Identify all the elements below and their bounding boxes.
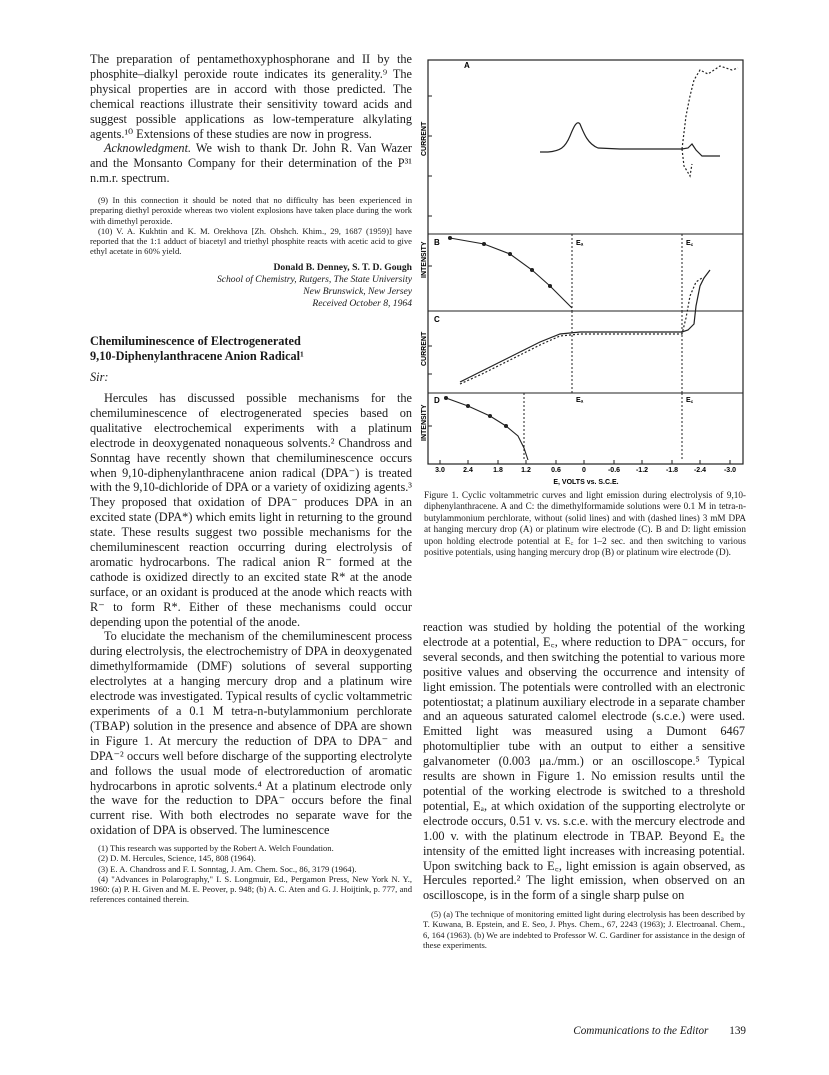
panel-label-a: A — [464, 61, 470, 70]
ec-marker-1: E꜀ — [686, 240, 694, 247]
body-paragraph-1: Hercules has discussed possible mechanisms for the chemiluminescence of electrogenerated species based on qualitative electrochemical experiments with a platinum electrode in deoxygenated nonaqueous solvents.² Chandross and Sonntag have recently shown that chemiluminescence occurs when 9,10-diphenylanthracene anion radical (DPA⁻) is treated with the 9,10-dichloride of DPA or a variety of oxidizing agents.³ They proposed that oxidation of DPA⁻ produces DPA in an excited state (DPA*) which emits light in returning to the ground state. These results suggest two possible mechanisms for the chemiluminescent reaction occurring during electrolysis of aromatic hydrocarbons. The radical anion R⁻ formed at the cathode is oxidized directly to an excited state R* at the anode surface, or an oxidant is produced at the anode which reacts with R⁻ to form R*. Either of these mechanisms could occur depending upon the potential of the anode. — [90, 390, 412, 629]
x-tick-label: 0 — [582, 467, 586, 474]
page-number: 139 — [729, 1025, 746, 1037]
x-tick-label: -1.2 — [635, 467, 649, 474]
x-axis-label: E, VOLTS vs. S.C.E. — [553, 479, 619, 486]
salutation: Sir: — [90, 369, 109, 384]
panel-b-curves — [449, 237, 573, 309]
left-column — [90, 52, 412, 904]
footnote-4: (4) "Advances in Polarography," I. S. Longmuir, Ed., Pergamon Press, New York N. Y., 1960: (a) P. H. Given and M. E. Peover, p. 948; (b) A. C. Aten and G. J. Hoijtink, p. 777, and references contained therein. — [90, 873, 412, 905]
page-footer — [520, 1025, 746, 1037]
ea-marker-2: Eₐ — [576, 397, 584, 404]
panel-c-dashed-curve — [460, 278, 702, 384]
footnote-3: (3) E. A. Chandross and F. I. Sonntag, J. Am. Chem. Soc., 86, 3179 (1964). — [98, 863, 357, 874]
x-tick-label: -3.0 — [723, 467, 737, 474]
panel-label-c: C — [434, 315, 440, 324]
panel-label-b: B — [434, 238, 440, 247]
figure-caption: Figure 1. Cyclic voltammetric curves and light emission during electrolysis of 9,10-diphenylanthracene. A and C: the dimethylformamide solutions were 0.1 M in tetra-n-butylammonium perchlorate, without (solid lines) and with (dashed lines) 3 mM DPA at hanging mercury drop (A) or platinum wire electrode (C). B and D: light emission upon holding electrode potential at E꜀ for 1–2 sec. and then switching to various positive potentials, using hanging mercury drop (B) or platinum wire electrode (D). — [424, 490, 746, 558]
footnote-5: (5) (a) The technique of monitoring emitted light during electrolysis has been described by T. Kuwana, B. Epstein, and E. Seo, J. Phys. Chem., 67, 2243 (1963); J. Electroanal. Chem., 6, 164 (1963). (b) We are indebted to Professor W. C. Gardiner for assistance in the design of these experiments. — [423, 909, 745, 950]
y-label-current-a: CURRENT — [421, 121, 428, 156]
y-label-intensity-d: INTENSITY — [421, 404, 428, 441]
journal-name: Communications to the Editor — [573, 1025, 709, 1037]
body-paragraph-2: To elucidate the mechanism of the chemiluminescent process during electrolysis, the electrochemistry of DPA in deoxygenated dimethylformamide (DMF) solutions of several supporting electrolytes at a hanging mercury drop and a platinum wire electrode was investigated. Typical results of cyclic voltammetric experiments of a 0.1 M tetra-n-butylammonium perchlorate (TBAP) solution in the presence and absence of DPA are shown in Figure 1. At mercury the reduction of DPA to DPA⁻ and DPA⁻² occurs well before discharge of the supporting electrolyte and follows the usual mode of electroreduction of aromatic hydrocarbons in aprotic solvents.⁴ At a platinum electrode only the wave for the reduction to DPA⁻ occurs before the final current rise. With both electrodes no separate wave for the oxidation of DPA is observed. The luminescence — [90, 629, 412, 838]
x-tick-label: -0.6 — [607, 467, 621, 474]
y-label-current-c: CURRENT — [421, 331, 428, 366]
article-title — [90, 334, 412, 364]
article-title-line-2: 9,10-Diphenylanthracene Anion Radical¹ — [90, 349, 304, 364]
x-tick-label: 1.2 — [521, 467, 531, 474]
x-tick-label: -2.4 — [693, 467, 707, 474]
panel-c-solid-curve — [460, 270, 710, 382]
right-column — [423, 620, 745, 950]
x-tick-label: 2.4 — [463, 467, 473, 474]
panel-c-curves — [460, 270, 710, 384]
acknowledgment — [90, 141, 412, 186]
right-body-paragraph: reaction was studied by holding the potential of the working electrode at a potential, E꜀, where reduction to DPA⁻ occurs, for several seconds, and then switching the potential to various more positive values and observing the occurrence and intensity of light emission. The potentials were controlled with an electronic potentiostat; a platinum auxiliary electrode in a separate chamber and an aqueous saturated calomel electrode (s.c.e.) were used. Emitted light was measured using a Dumont 6467 photomultiplier tube with an output to either a sensitive galvanometer (0.003 μa./mm.) or an oscilloscope.⁵ Typical results are shown in Figure 1. No emission results until the potential of the working electrode is switched to a threshold potential, Eₐ, at which oxidation of the supporting electrolyte or electrode occurs, 0.51 v. vs. s.c.e. with the mercury electrode and 1.00 v. with the platinum electrode in TBAP. Beyond Eₐ the intensity of the emitted light increases with increasing potential. Upon switching back to E꜀, light emission is again observed, as Hercules reported.² The light emission, when observed on an oscilloscope, is in the form of a single sharp pulse on — [423, 620, 745, 903]
x-tick-label: 3.0 — [435, 467, 445, 474]
ec-marker-2: E꜀ — [686, 397, 694, 404]
footnote-10: (10) V. A. Kukhtin and K. M. Orekhova [Zh. Obshch. Khim., 29, 1687 (1959)] have reported that the 1:1 adduct of biacetyl and triethyl phosphite reacts with acetic acid to give ethyl acetate in 60% yield. — [90, 225, 412, 257]
affiliation-2: New Brunswick, New Jersey — [303, 286, 412, 298]
intro-paragraph: The preparation of pentamethoxyphosphorane and II by the phosphite–dialkyl peroxide route indicates its generality.⁹ The physical properties are in accord with those predicted. The chemical reactions illustrate their sensitivity toward acids and suggest possible applications as low-temperature alkylating agents.¹⁰ Extensions of these studies are now in progress. — [90, 52, 412, 141]
panel-d-curves — [445, 397, 529, 461]
panel-a-curves — [540, 66, 738, 176]
ack-label: Acknowledgment. — [104, 141, 192, 156]
panel-label-d: D — [434, 396, 440, 405]
footnote-9: (9) In this connection it should be noted that no difficulty has been experienced in preparing diethyl peroxide whereas two violent explosions have taken place during the work with dimethyl peroxide. — [90, 195, 412, 226]
footnote-1: (1) This research was supported by the Robert A. Welch Foundation. — [98, 843, 334, 854]
x-tick-label: -1.8 — [665, 467, 679, 474]
article-title-line-1: Chemiluminescence of Electrogenerated — [90, 334, 301, 349]
panel-a-solid-curve — [540, 123, 720, 156]
affiliation-1: School of Chemistry, Rutgers, The State University — [216, 274, 412, 286]
panel-a-dashed-curve — [682, 66, 738, 149]
x-tick-label: 1.8 — [493, 467, 503, 474]
x-tick-labels — [435, 467, 736, 474]
x-tick-label: 0.6 — [551, 467, 561, 474]
figure-1 — [420, 56, 752, 488]
ea-marker-1: Eₐ — [576, 240, 584, 247]
authors: Donald B. Denney, S. T. D. Gough — [273, 262, 412, 274]
ack-text: We wish to thank Dr. John R. Van Wazer and the Monsanto Company for their determination of the P³¹ n.m.r. spectrum. — [90, 141, 412, 186]
received-date: Received October 8, 1964 — [312, 298, 412, 310]
y-label-intensity-b: INTENSITY — [421, 241, 428, 278]
footnote-2: (2) D. M. Hercules, Science, 145, 808 (1964). — [98, 853, 256, 864]
